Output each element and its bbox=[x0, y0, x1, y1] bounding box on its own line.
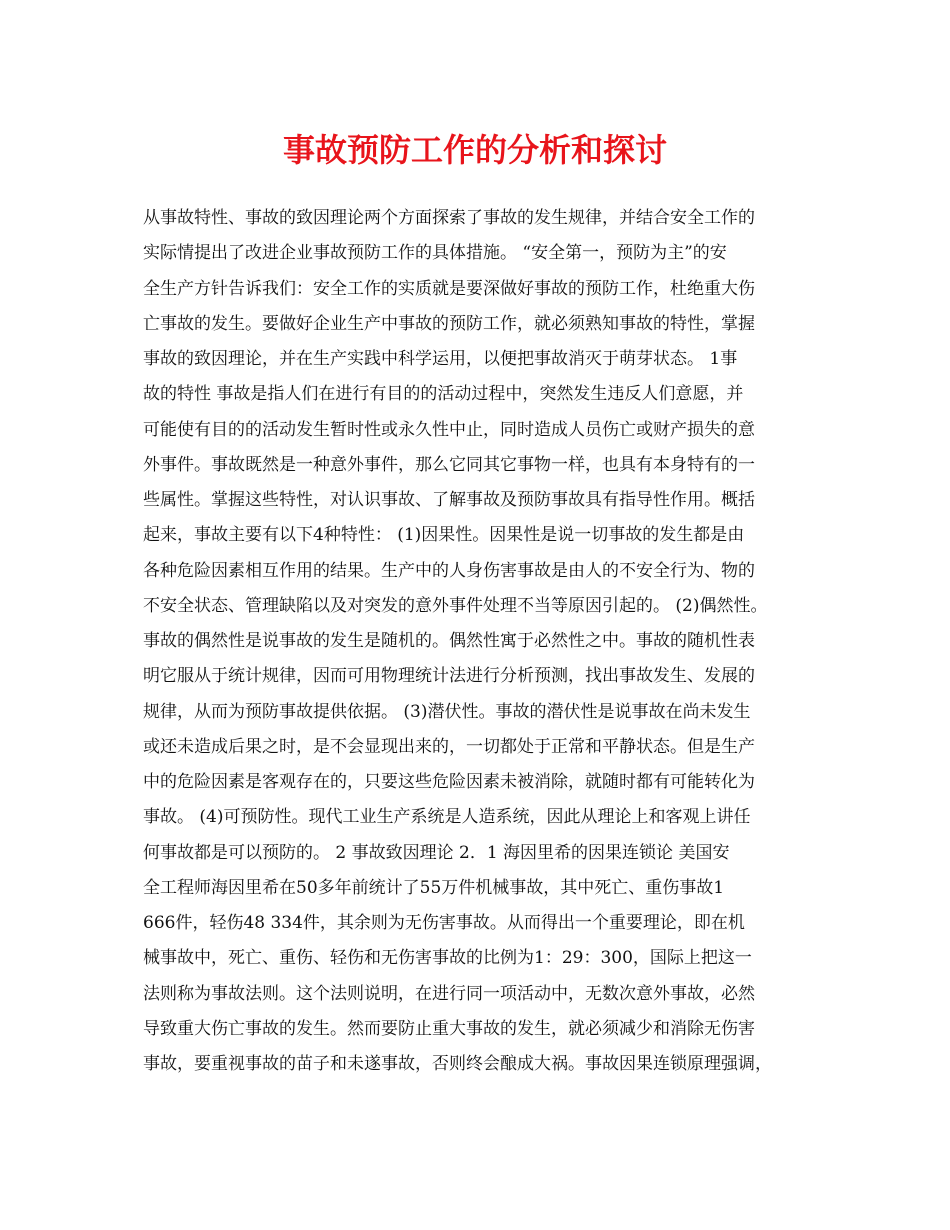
body-line: 事故的偶然性是说事故的发生是随机的。偶然性寓于必然性之中。事故的随机性表 bbox=[143, 631, 755, 651]
body-line: 全生产方针告诉我们：安全工作的实质就是要深做好事故的预防工作，杜绝重大伤 bbox=[143, 278, 755, 299]
body-line: 事故。 (4)可预防性。现代工业生产系统是人造系统，因此从理论上和客观上讲任 bbox=[143, 807, 751, 828]
body-line: 实际情提出了改进企业事故预防工作的具体措施。 “安全第一，预防为主”的安 bbox=[143, 243, 727, 264]
body-line: 械事故中，死亡、重伤、轻伤和无伤害事故的比例为1：29：300，国际上把这一 bbox=[143, 948, 752, 969]
body-line: 亡事故的发生。要做好企业生产中事故的预防工作，就必须熟知事故的特性，掌握 bbox=[143, 313, 755, 334]
document-title: 事故预防工作的分析和探讨 bbox=[282, 131, 667, 169]
body-line: 事故的致因理论，并在生产实践中科学运用，以便把事故消灭于萌芽状态。 1事 bbox=[143, 349, 738, 369]
body-line: 可能使有目的的活动发生暂时性或永久性中止，同时造成人员伤亡或财产损失的意 bbox=[143, 419, 755, 440]
body-line: 不安全状态、管理缺陷以及对突发的意外事件处理不当等原因引起的。 (2)偶然性。 bbox=[143, 595, 768, 616]
body-line: 外事件。事故既然是一种意外事件，那么它同其它事物一样，也具有本身特有的一 bbox=[143, 454, 755, 475]
body-line: 事故，要重视事故的苗子和未遂事故，否则终会酿成大祸。事故因果连锁原理强调， bbox=[143, 1054, 772, 1074]
document-body bbox=[143, 201, 833, 1082]
body-line: 中的危险因素是客观存在的，只要这些危险因素未被消除，就随时都有可能转化为 bbox=[143, 772, 755, 792]
body-line: 些属性。掌握这些特性，对认识事故、了解事故及预防事故具有指导性作用。概括 bbox=[143, 490, 755, 510]
body-line: 从事故特性、事故的致因理论两个方面探索了事故的发生规律，并结合安全工作的 bbox=[143, 208, 755, 228]
body-line: 666件，轻伤48 334件，其余则为无伤害事故。从而得出一个重要理论，即在机 bbox=[143, 913, 745, 933]
body-line: 何事故都是可以预防的。 2 事故致因理论 2．1 海因里希的因果连锁论 美国安 bbox=[143, 842, 730, 863]
body-line: 或还未造成后果之时，是不会显现出来的，一切都处于正常和平静状态。但是生产 bbox=[143, 736, 755, 757]
body-line: 各种危险因素相互作用的结果。生产中的人身伤害事故是由人的不安全行为、物的 bbox=[143, 560, 755, 581]
body-line: 导致重大伤亡事故的发生。然而要防止重大事故的发生，就必须减少和消除无伤害 bbox=[143, 1018, 755, 1039]
body-line: 全工程师海因里希在50多年前统计了55万件机械事故，其中死亡、重伤事故1 bbox=[143, 877, 725, 898]
body-line: 明它服从于统计规律，因而可用物理统计法进行分析预测，找出事故发生、发展的 bbox=[143, 666, 755, 687]
body-line: 法则称为事故法则。这个法则说明，在进行同一项活动中，无数次意外事故，必然 bbox=[143, 983, 755, 1004]
body-line: 起来，事故主要有以下4种特性： (1)因果性。因果性是说一切事故的发生都是由 bbox=[143, 525, 745, 546]
body-line: 故的特性 事故是指人们在进行有目的的活动过程中，突然发生违反人们意愿，并 bbox=[143, 384, 744, 405]
body-line: 规律，从而为预防事故提供依据。 (3)潜伏性。事故的潜伏性是说事故在尚未发生 bbox=[143, 701, 751, 722]
